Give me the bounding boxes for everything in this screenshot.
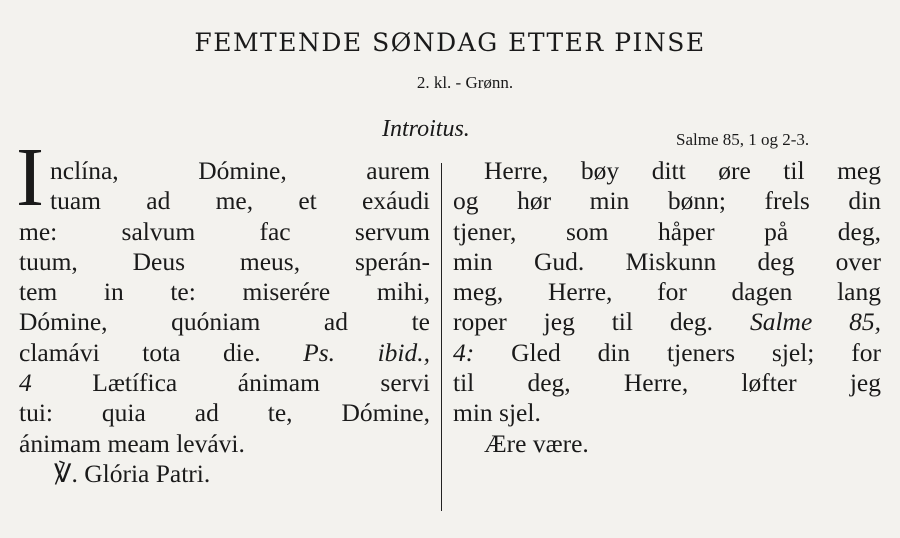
norwegian-text: roper jeg til deg.	[453, 307, 714, 337]
norwegian-line: tjener, som håper på deg,	[453, 216, 881, 246]
verse-number: 4	[19, 368, 32, 398]
norwegian-line	[453, 307, 881, 337]
latin-line: nclína, Dómine, aurem	[50, 156, 430, 185]
versicle-text: Glória Patri.	[84, 458, 211, 488]
norwegian-line: Herre, bøy ditt øre til meg	[484, 156, 881, 185]
verse-number: 4:	[453, 337, 475, 367]
norwegian-text: Gled din tjeners sjel; for	[511, 337, 881, 367]
norwegian-line: min sjel.	[453, 398, 541, 428]
latin-column	[19, 156, 430, 489]
latin-text: Lætífica ánimam servi	[92, 368, 430, 398]
norwegian-line: og hør min bønn; frels din	[453, 186, 881, 216]
column-divider	[441, 163, 442, 511]
versicle-mark: ℣.	[54, 458, 78, 488]
norwegian-line	[453, 338, 881, 368]
latin-line	[19, 338, 430, 368]
scripture-reference: Salme 85, 1 og 2-3.	[676, 130, 810, 149]
latin-line	[19, 368, 430, 398]
psalm-reference: Ps. ibid.,	[303, 337, 430, 367]
latin-line: tui: quia ad te, Dómine,	[19, 398, 430, 428]
page-subtitle: 2. kl. - Grønn.	[416, 73, 514, 92]
norwegian-line: min Gud. Miskunn deg over	[453, 246, 881, 276]
norwegian-column	[453, 156, 881, 459]
norwegian-line: meg, Herre, for dagen lang	[453, 277, 881, 307]
page-title: FEMTENDE SØNDAG ETTER PINSE	[194, 28, 706, 57]
latin-text: clamávi tota die.	[19, 337, 261, 367]
latin-line: Dómine, quóniam ad te	[19, 307, 430, 337]
latin-line: ánimam meam levávi.	[19, 428, 245, 458]
latin-line: tuam ad me, et exáudi	[50, 186, 430, 216]
versicle-line	[19, 459, 430, 489]
latin-line: me: salvum fac servum	[19, 216, 430, 246]
closing-line: Ære være.	[484, 428, 589, 458]
section-heading: Introitus.	[382, 116, 470, 142]
norwegian-line: til deg, Herre, løfter jeg	[453, 368, 881, 398]
psalm-reference: Salme 85,	[749, 307, 881, 337]
drop-cap: I	[16, 131, 44, 224]
latin-line: tem in te: miserére mihi,	[19, 277, 430, 307]
latin-line: tuum, Deus meus, sperán-	[19, 246, 430, 276]
